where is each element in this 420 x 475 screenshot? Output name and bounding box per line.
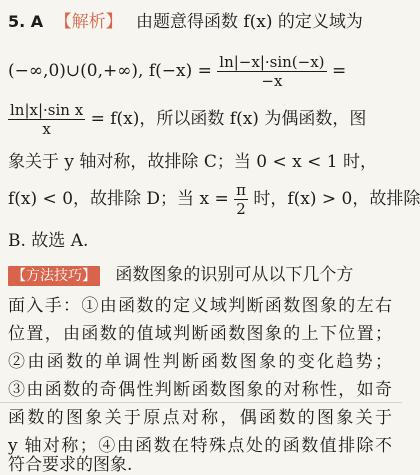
fraction-1-numerator: ln|−x|·sin(−x): [219, 53, 325, 71]
method-text-1: 函数图象的识别可从以下几个方: [115, 265, 354, 285]
answer-text-5b: 时，f(x) > 0，故排除: [253, 189, 420, 209]
method-tag: 【方法技巧】: [8, 266, 100, 286]
method-line-1: [8, 263, 392, 287]
fraction-2: [8, 101, 85, 138]
fraction-2-denominator: x: [42, 120, 51, 138]
method-line-5: ③由函数的奇偶性判断函数图象的对称性，如奇: [8, 380, 392, 400]
method-line-8: 符合要求的图象.: [8, 455, 133, 475]
answer-text-6: B. 故选 A.: [8, 231, 89, 251]
answer-line-1: [8, 10, 392, 34]
method-line-3: 位置，由函数的值域判断函数图象的上下位置；: [8, 324, 392, 344]
page-divider: [0, 402, 402, 403]
answer-text-4: 象关于 y 轴对称，故排除 C；当 0 < x < 1 时，: [8, 152, 377, 172]
answer-text-5a: f(x) < 0，故排除 D；当 x =: [8, 189, 229, 209]
method-line-2: 面入手：①由函数的定义域判断函数图象的左右: [8, 296, 392, 316]
fraction-1-denominator: −x: [261, 72, 283, 90]
answer-line-5: [8, 176, 420, 222]
method-line-7: y 轴对称；④由函数在特殊点处的函数值排除不: [8, 436, 392, 456]
answer-text-2: (−∞,0)∪(0,+∞), f(−x) =: [8, 61, 212, 81]
answer-line-3: [8, 96, 392, 142]
fraction-1: [217, 53, 326, 90]
answer-text-1: 由题意得函数 f(x) 的定义域为: [135, 12, 363, 32]
fraction-3-denominator: 2: [236, 200, 246, 218]
answer-text-3: = f(x)，所以函数 f(x) 为偶函数，图: [90, 109, 367, 129]
fraction-2-numerator: ln|x|·sin x: [10, 101, 84, 119]
answer-line-2: [8, 48, 392, 94]
equals-sign: =: [331, 61, 347, 81]
answer-line-6: [8, 229, 392, 253]
method-line-6: 函数的图象关于原点对称，偶函数的图象关于: [8, 408, 392, 428]
answer-line-4: [8, 150, 392, 174]
fraction-3: [234, 181, 248, 218]
analysis-tag: 【解析】: [54, 12, 123, 32]
method-line-4: ②由函数的单调性判断函数图象的变化趋势；: [8, 352, 392, 372]
answer-number: 5. A: [8, 12, 44, 31]
fraction-3-numerator: π: [236, 181, 246, 199]
